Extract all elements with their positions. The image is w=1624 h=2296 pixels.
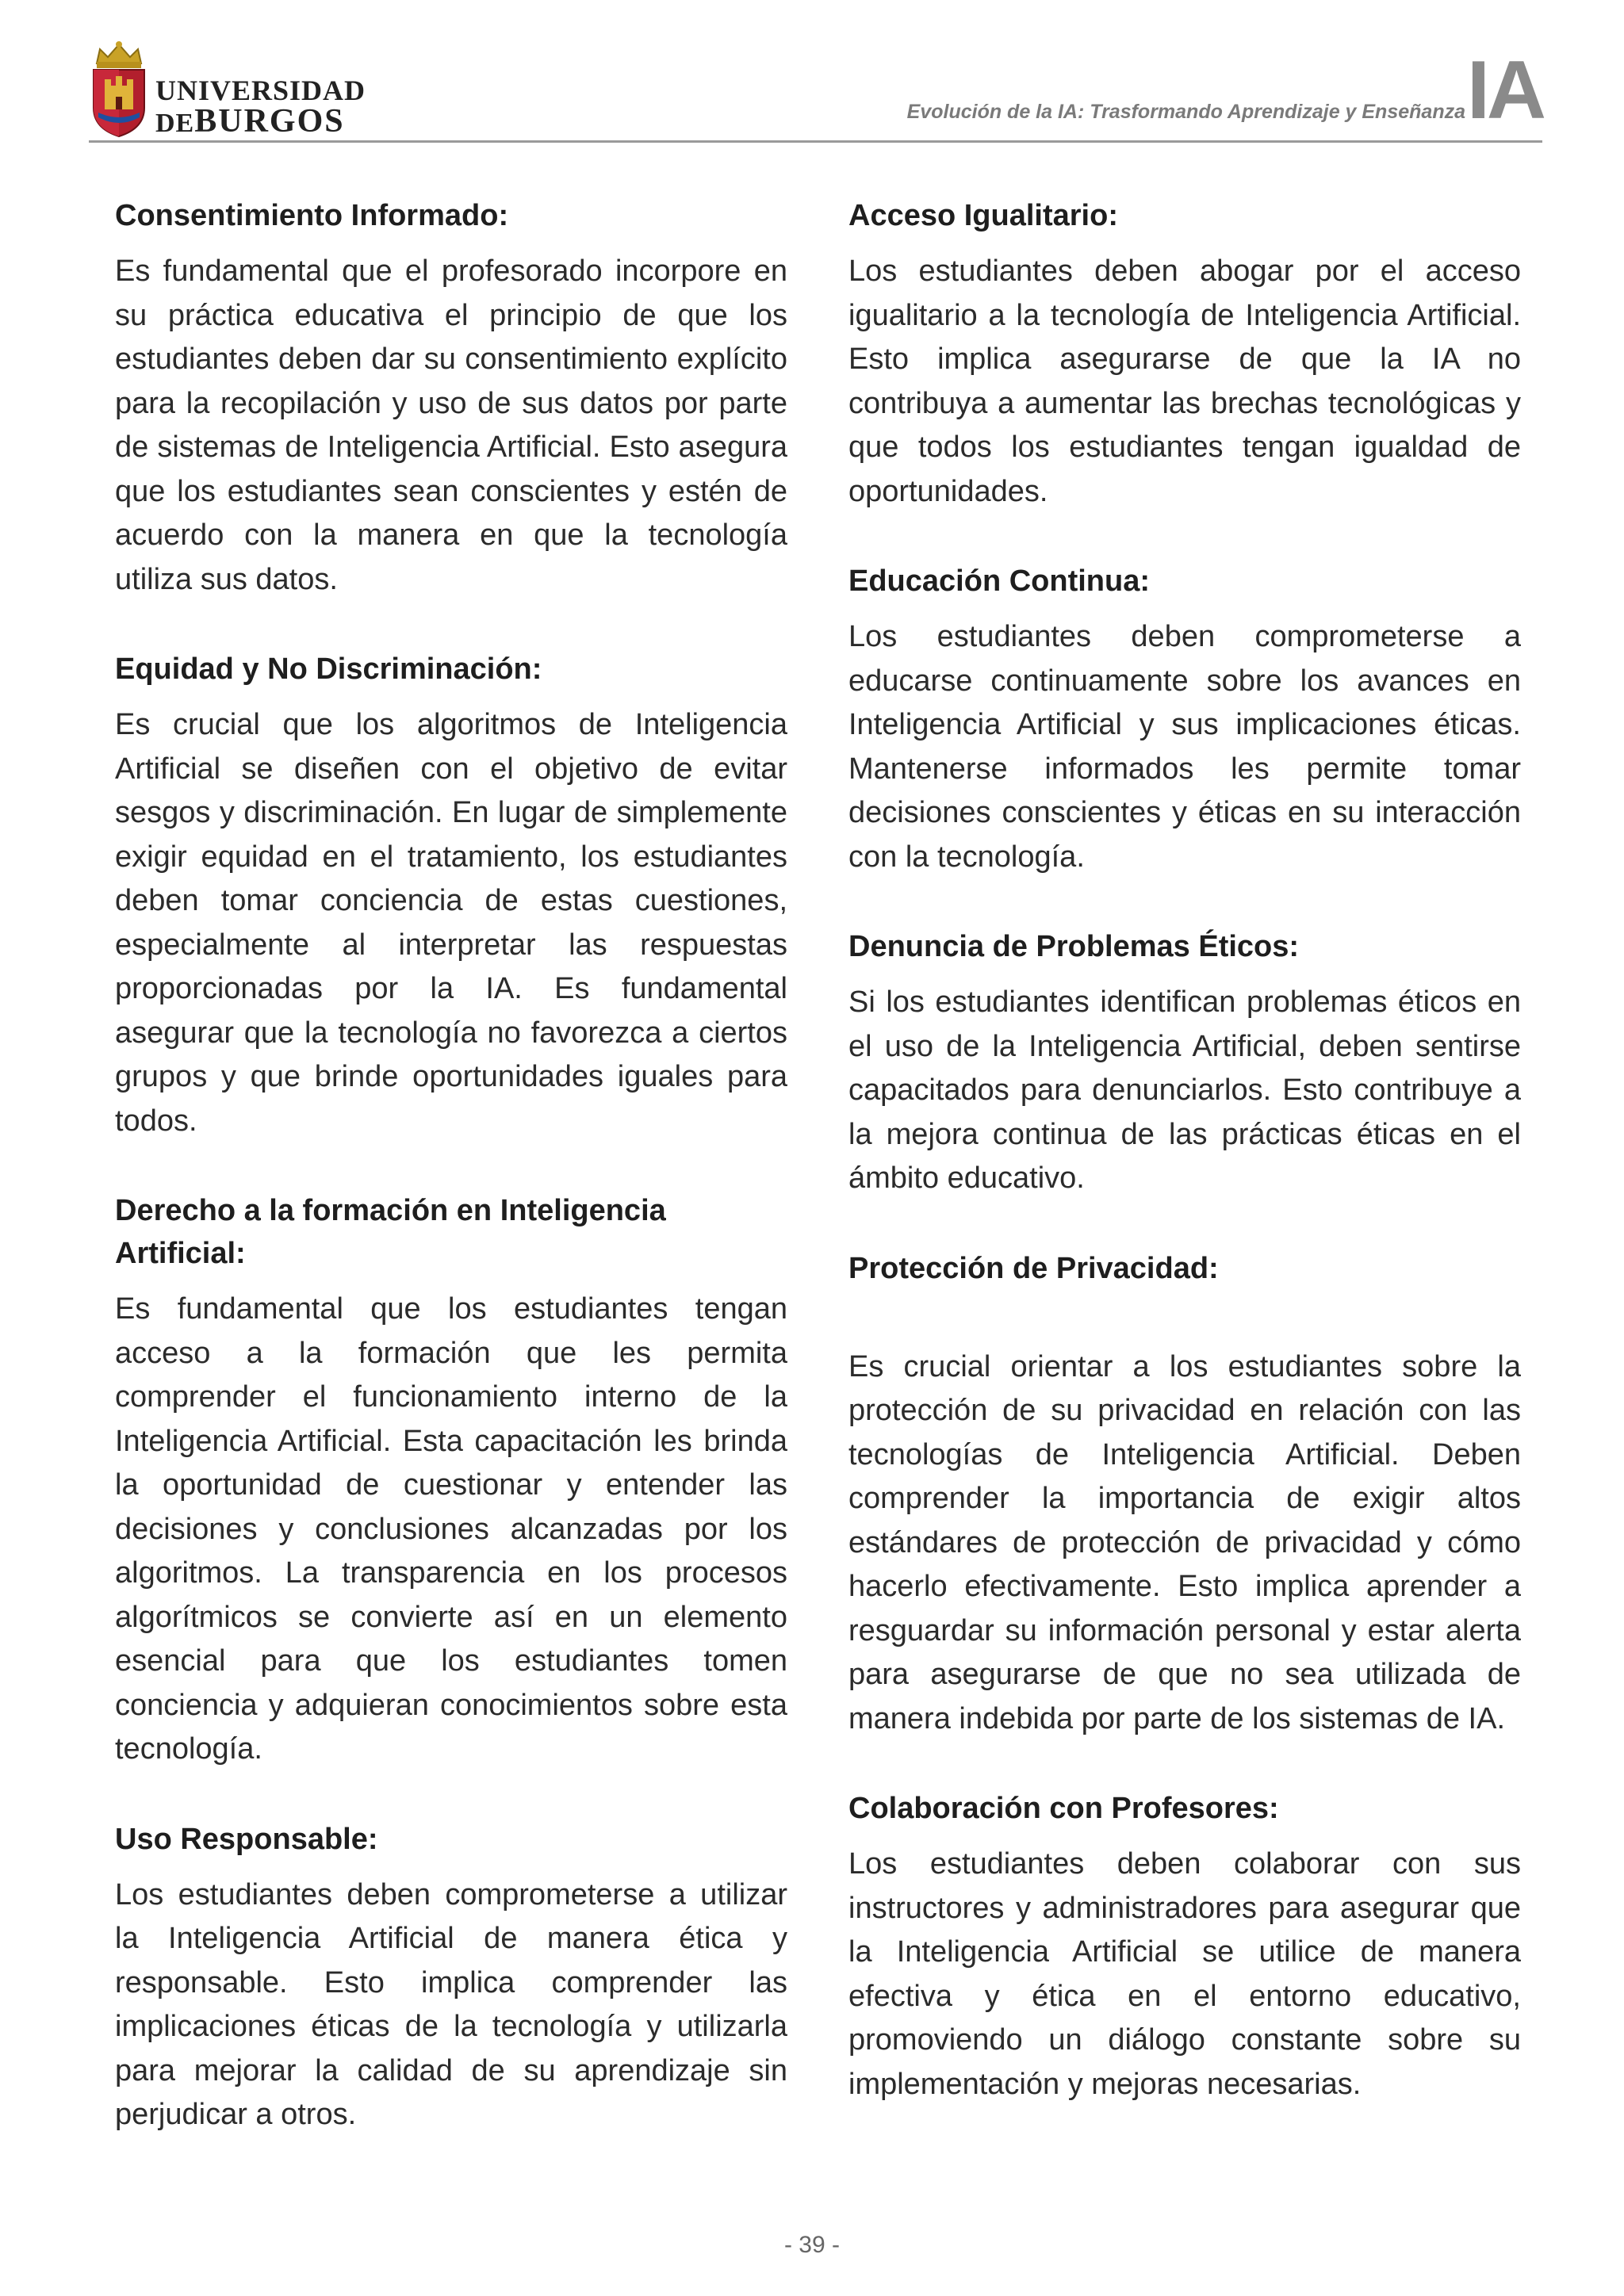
section-heading: Equidad y No Discriminación: xyxy=(115,652,542,686)
page-number: - 39 - xyxy=(783,2232,841,2258)
header-title: Evolución de la IA: Trasformando Aprendizaje y Enseñanza xyxy=(906,101,1465,123)
section-paragraph: Es crucial orientar a los estudiantes sobre la protección de su privacidad en relación con las tecnologías de Inteligencia Artificial. Deben comprender la importancia de exigir altos estándares de protección de privacidad y cómo hacerlo efectivamente. Esto implica aprender a resguardar su información personal y estar alerta para asegurarse de que no sea utilizada de manera indebida por parte de los sistemas de IA. xyxy=(848,1349,1521,1735)
section-proteccion-privacidad xyxy=(848,1247,1521,1742)
left-column xyxy=(115,194,787,2183)
section-heading: Colaboración con Profesores: xyxy=(848,1792,1279,1825)
section-heading: Educación Continua: xyxy=(848,564,1150,598)
section-paragraph: Si los estudiantes identifican problemas éticos en el uso de la Inteligencia Artificial, deben sentirse capacitados para denunciarlos. Esto contribuye a la mejora continua de las prácticas éticas en el ámbito educativo. xyxy=(848,985,1521,1195)
university-name-line-2 xyxy=(155,105,345,138)
section-paragraph: Es fundamental que los estudiantes tengan acceso a la formación que les permita comprender el funcionamiento interno de la Inteligencia Artificial. Esta capacitación les brinda la oportunidad de cuestionar y entender las decisiones y conclusiones alcanzadas por los algoritmos. La transparencia en los procesos algorítmicos se convierte así en un elemento esencial para que los estudiantes tomen conciencia y adquieran conocimientos sobre esta tecnología. xyxy=(115,1292,787,1766)
university-name-prefix: DE xyxy=(155,109,195,138)
section-paragraph: Los estudiantes deben colaborar con sus instructores y administradores para asegurar que la Inteligencia Artificial se utilice de manera efectiva y ética en el entorno educativo, promoviendo un diálogo constante sobre su implementación y mejoras necesarias. xyxy=(848,1847,1521,2101)
section-paragraph: Los estudiantes deben comprometerse a educarse continuamente sobre los avances en Inteligencia Artificial y sus implicaciones éticas. Mantenerse informados les permite tomar decisiones conscientes y éticas en su interacción con la tecnología. xyxy=(848,620,1521,874)
section-colaboracion-profesores xyxy=(848,1787,1521,2107)
section-heading: Denuncia de Problemas Éticos: xyxy=(848,930,1300,963)
section-heading: Uso Responsable: xyxy=(115,1822,378,1856)
ia-mark: IA xyxy=(1467,44,1543,136)
section-consentimiento-informado xyxy=(115,194,787,602)
section-heading: Consentimiento Informado: xyxy=(115,199,509,232)
section-denuncia-problemas xyxy=(848,925,1521,1201)
section-educacion-continua xyxy=(848,560,1521,879)
section-heading: Protección de Privacidad: xyxy=(848,1251,1219,1285)
university-logo xyxy=(89,40,366,140)
section-heading: Derecho a la formación en Inteligencia Artificial: xyxy=(115,1194,666,1270)
section-paragraph: Los estudiantes deben comprometerse a utilizar la Inteligencia Artificial de manera ética y responsable. Esto implica comprender las implicaciones éticas de la tecnología y utilizarla para mejorar la calidad de su aprendizaje sin perjudicar a otros. xyxy=(115,1877,787,2131)
header-divider xyxy=(89,140,1542,143)
section-uso-responsable xyxy=(115,1818,787,2137)
section-equidad xyxy=(115,648,787,1143)
section-paragraph: Los estudiantes deben abogar por el acceso igualitario a la tecnología de Inteligencia Artificial. Esto implica asegurarse de que la IA no contribuya a aumentar las brechas tecnológicas y que todos los estudiantes tengan igualdad de oportunidades. xyxy=(848,254,1521,508)
university-name-main: BURGOS xyxy=(194,103,345,140)
section-derecho-formacion xyxy=(115,1189,787,1772)
page-header xyxy=(0,0,1624,147)
section-heading: Acceso Igualitario: xyxy=(848,199,1118,232)
university-name-line-1: UNIVERSIDAD xyxy=(155,75,366,106)
right-column xyxy=(848,194,1521,2152)
section-paragraph: Es fundamental que el profesorado incorpore en su práctica educativa el principio de que los estudiantes deben dar su consentimiento explícito para la recopilación y uso de sus datos por parte de sistemas de Inteligencia Artificial. Esto asegura que los estudiantes sean conscientes y estén de acuerdo con la manera en que la tecnología utiliza sus datos. xyxy=(115,254,787,596)
section-acceso-igualitario xyxy=(848,194,1521,514)
university-crest-icon xyxy=(89,40,149,139)
section-paragraph: Es crucial que los algoritmos de Inteligencia Artificial se diseñen con el objetivo de evitar sesgos y discriminación. En lugar de simplemente exigir equidad en el tratamiento, los estudiantes deben tomar conciencia de estas cuestiones, especialmente al interpretar las respuestas proporcionadas por la IA. Es fundamental asegurar que la tecnología no favorezca a ciertos grupos y que brinde oportunidades iguales para todos. xyxy=(115,708,787,1138)
